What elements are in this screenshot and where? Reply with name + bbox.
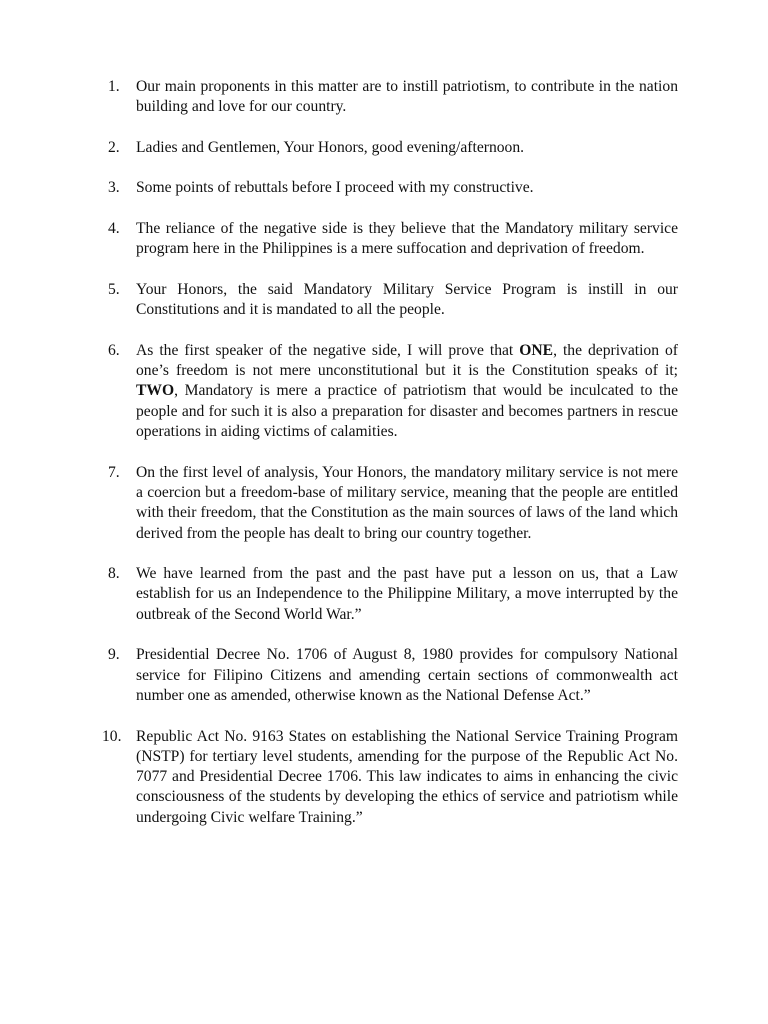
item-text: The reliance of the negative side is they believe that the Mandatory military service program here in the Philippines is a mere suffocation and deprivation of freedom. [136,220,678,258]
list-item-8 [102,564,678,625]
item-number: 6. [108,341,120,359]
item-number: 10. [102,727,122,745]
item-number: 8. [108,565,120,583]
item-number: 9. [108,646,120,664]
item-text: Republic Act No. 9163 States on establishing the National Service Training Program (NSTP) for tertiary level students, amending for the purpose of the Republic Act No. 7077 and Presidential Decree 1706. This law indicates to aims in enhancing the civic consciousness of the students by developing the ethics of service and patriotism while undergoing Civic welfare Training.” [136,727,678,826]
item-number: 3. [108,179,120,197]
list-item-4 [102,219,678,260]
item-number: 4. [108,220,120,238]
item-text-part: , Mandatory is mere a practice of patriotism that would be inculcated to the people and for such it is also a preparation for disaster and becomes partners in rescue operations in aiding victims of calamities. [136,382,678,441]
item-number: 2. [108,138,120,156]
list-item-5 [102,280,678,321]
item-text: Presidential Decree No. 1706 of August 8, 1980 provides for compulsory National service for Filipino Citizens and amending certain sections of commonwealth act number one as amended, otherwise known as the National Defense Act.” [136,646,678,704]
item-text [136,342,678,440]
item-text-part: , the deprivation of one’s freedom is not mere unconstitutional but it is the Constitution speaks of it; [136,341,678,380]
item-text: We have learned from the past and the past have put a lesson on us, that a Law establish for us an Independence to the Philippine Military, a move interrupted by the outbreak of the Second World War.” [136,565,678,623]
item-number: 5. [108,280,120,298]
item-text: On the first level of analysis, Your Honors, the mandatory military service is not mere a coercion but a freedom-base of military service, meaning that the people are entitled with their freedom, that the Constitution as the main sources of laws of the land which derived from the people has dealt to bring our country together. [136,463,678,542]
emphasis-two: TWO [136,382,175,400]
rebuttal-points-list [102,77,678,848]
list-item-1 [102,77,678,118]
item-number: 1. [108,78,120,95]
item-text: Some points of rebuttals before I proceed with my constructive. [136,179,534,197]
list-item-3 [102,178,678,198]
item-number: 7. [108,463,120,481]
item-text: Our main proponents in this matter are to instill patriotism, to contribute in the nation building and love for our country. [136,78,678,116]
item-text: Ladies and Gentlemen, Your Honors, good evening/afternoon. [136,138,525,156]
list-item-9 [102,645,678,706]
item-text-part: As the first speaker of the negative side, I will prove that [136,341,520,359]
list-item-7 [102,463,678,544]
list-item-6 [102,341,678,442]
list-item-10 [102,727,678,828]
emphasis-one: ONE [519,341,554,359]
item-text: Your Honors, the said Mandatory Military Service Program is instill in our Constitutions and it is mandated to all the people. [136,280,678,319]
list-item-2 [102,138,678,158]
